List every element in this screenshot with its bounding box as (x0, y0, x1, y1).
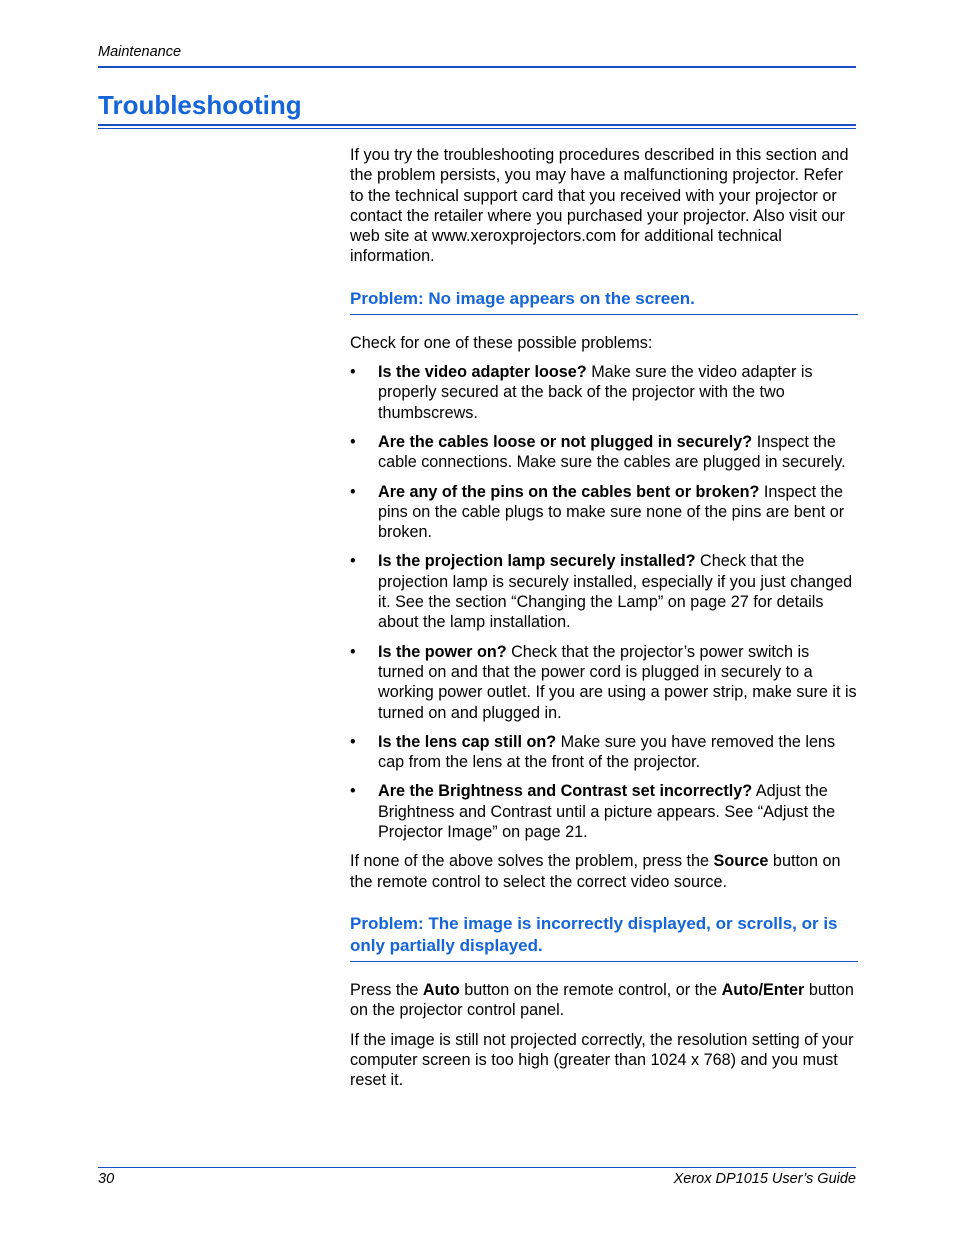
auto-paragraph: Press the Auto button on the remote control, or the Auto/Enter button on the projector control panel. (350, 980, 854, 1020)
bullet-icon: • (350, 552, 356, 571)
item-question: Are any of the pins on the cables bent or broken? (378, 482, 760, 501)
item-answer: Inspect the pins on the cable plugs to make sure none of the pins are bent or broken. (378, 482, 845, 542)
auto-enter-button-name: Auto/Enter (721, 980, 805, 999)
problem-heading-incorrect-display: Problem: The image is incorrectly displayed, or scrolls, or is only partially displayed. (350, 913, 858, 962)
bullet-icon: • (350, 782, 356, 801)
list-item (350, 642, 858, 723)
title-rule-thick (98, 124, 856, 126)
item-question: Is the projection lamp securely installed? (378, 552, 696, 571)
item-question: Is the video adapter loose? (378, 363, 587, 382)
footer-rule (98, 1167, 856, 1168)
item-question: Is the lens cap still on? (378, 732, 557, 751)
source-button-name: Source (713, 852, 769, 871)
item-question: Is the power on? (378, 642, 507, 661)
guide-title: Xerox DP1015 User’s Guide (673, 1171, 856, 1187)
item-answer: Adjust the Brightness and Contrast until a picture appears. See “Adjust the Projector Image” on page 21. (378, 782, 836, 842)
title-rule-thin (98, 128, 856, 129)
main-content (350, 145, 858, 1099)
bullet-icon: • (350, 363, 356, 382)
intro-paragraph: If you try the troubleshooting procedures described in this section and the problem persists, you may have a malfunctioning projector. Refer to the technical support card that you received with your projector or contact the retailer where you purchased your projector. Also visit our web site at www.xeroxprojectors.com for additional technical information. (350, 146, 849, 266)
list-item (350, 362, 858, 423)
page-title: Troubleshooting (98, 90, 302, 120)
problem-heading-no-image: Problem: No image appears on the screen. (350, 288, 858, 315)
page-number: 30 (98, 1171, 115, 1187)
resolution-paragraph: If the image is still not projected correctly, the resolution setting of your computer screen is too high (greater than 1024 x 768) and you must reset it. (350, 1030, 854, 1090)
item-answer: Check that the projector’s power switch is turned on and that the power cord is plugged in securely to a working power outlet. If you are using a power strip, make sure it is turned on and plugged in. (378, 642, 857, 722)
closing-paragraph: If none of the above solves the problem, press the Source button on the remote control to select the correct video source. (350, 852, 841, 891)
problem-lead-text: Check for one of these possible problems: (350, 333, 653, 352)
bullet-icon: • (350, 482, 356, 501)
list-item (350, 551, 858, 632)
list-item (350, 432, 858, 473)
list-item (350, 781, 858, 842)
item-answer: Check that the projection lamp is securely installed, especially if you just changed it. See the section “Changing the Lamp” on page 27 for details about the lamp installation. (378, 552, 853, 632)
item-answer: Inspect the cable connections. Make sure the cables are plugged in securely. (378, 432, 846, 472)
list-item (350, 732, 858, 773)
bullet-icon: • (350, 642, 356, 661)
bullet-icon: • (350, 732, 356, 751)
problem-checklist (350, 362, 858, 842)
item-question: Are the cables loose or not plugged in securely? (378, 432, 753, 451)
item-question: Are the Brightness and Contrast set incorrectly? (378, 782, 753, 801)
auto-button-name: Auto (422, 980, 460, 999)
item-answer: Make sure you have removed the lens cap from the lens at the front of the projector. (378, 732, 836, 772)
header-rule (98, 66, 856, 68)
running-header: Maintenance (98, 44, 182, 60)
list-item (350, 482, 858, 543)
item-answer: Make sure the video adapter is properly secured at the back of the projector with the two thumbscrews. (378, 363, 813, 422)
bullet-icon: • (350, 432, 356, 451)
